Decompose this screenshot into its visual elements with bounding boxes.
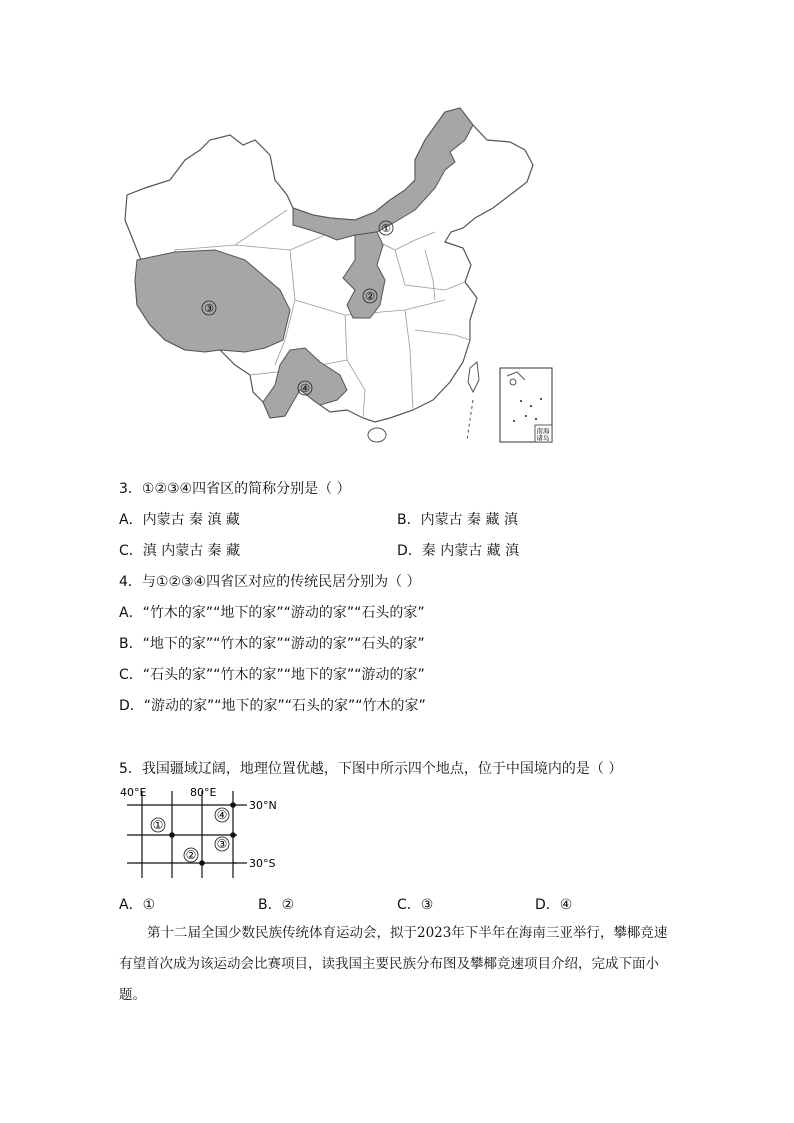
grid-lat-30s: 30°S	[249, 857, 276, 870]
latlon-grid	[115, 783, 285, 883]
q5-option-d[interactable]: D．④	[535, 897, 573, 913]
q4-option-d[interactable]: D．“游动的家”“地下的家”“石头的家”“竹木的家”	[119, 698, 426, 714]
map-label-4: ④	[300, 382, 310, 395]
q4-option-a[interactable]: A．“竹木的家”“地下的家”“游动的家”“石头的家”	[119, 605, 425, 621]
taiwan-island	[468, 362, 479, 392]
q4-option-b[interactable]: B．“地下的家”“竹木的家”“游动的家”“石头的家”	[119, 636, 425, 652]
q4-stem: 4．与①②③④四省区对应的传统民居分别为（ ）	[119, 574, 421, 590]
q3-option-b[interactable]: B．内蒙古 秦 藏 滇	[397, 512, 518, 528]
q3-option-a[interactable]: A．内蒙古 秦 滇 藏	[119, 512, 240, 528]
q3-stem: 3．①②③④四省区的简称分别是（ ）	[119, 481, 351, 497]
grid-lon-80e: 80°E	[190, 786, 217, 799]
hainan-island	[368, 428, 386, 442]
q4-option-c[interactable]: C．“石头的家”“竹木的家”“地下的家”“游动的家”	[119, 667, 425, 683]
map-label-3: ③	[204, 302, 214, 315]
inset-label: 南海	[536, 427, 550, 435]
svg-text:诸岛: 诸岛	[536, 434, 550, 442]
reading-passage: 第十二届全国少数民族传统体育运动会，拟于2023年下半年在海南三亚举行，攀椰竞速有望首次成为该运动会比赛项目，读我国主要民族分布图及攀椰竞速项目介绍，完成下面小题。	[119, 925, 668, 1003]
q5-option-a[interactable]: A．①	[119, 897, 156, 913]
grid-point-1: ①	[152, 818, 164, 832]
q5-option-c[interactable]: C．③	[397, 897, 434, 913]
china-map	[115, 100, 560, 450]
map-label-2: ②	[365, 290, 375, 303]
grid-point-3: ③	[216, 837, 228, 851]
q3-option-c[interactable]: C．滇 内蒙古 秦 藏	[119, 543, 241, 559]
grid-point-2: ②	[185, 848, 197, 862]
q5-option-b[interactable]: B．②	[258, 897, 295, 913]
map-label-1: ①	[381, 222, 391, 235]
south-china-sea-inset	[500, 368, 552, 442]
q3-option-d[interactable]: D．秦 内蒙古 藏 滇	[397, 543, 520, 559]
grid-lat-30n: 30°N	[249, 799, 277, 812]
grid-point-4: ④	[216, 808, 228, 822]
q5-stem: 5．我国疆域辽阔，地理位置优越，下图中所示四个地点，位于中国境内的是（ ）	[119, 761, 623, 777]
grid-lon-40e: 40°E	[120, 786, 147, 799]
